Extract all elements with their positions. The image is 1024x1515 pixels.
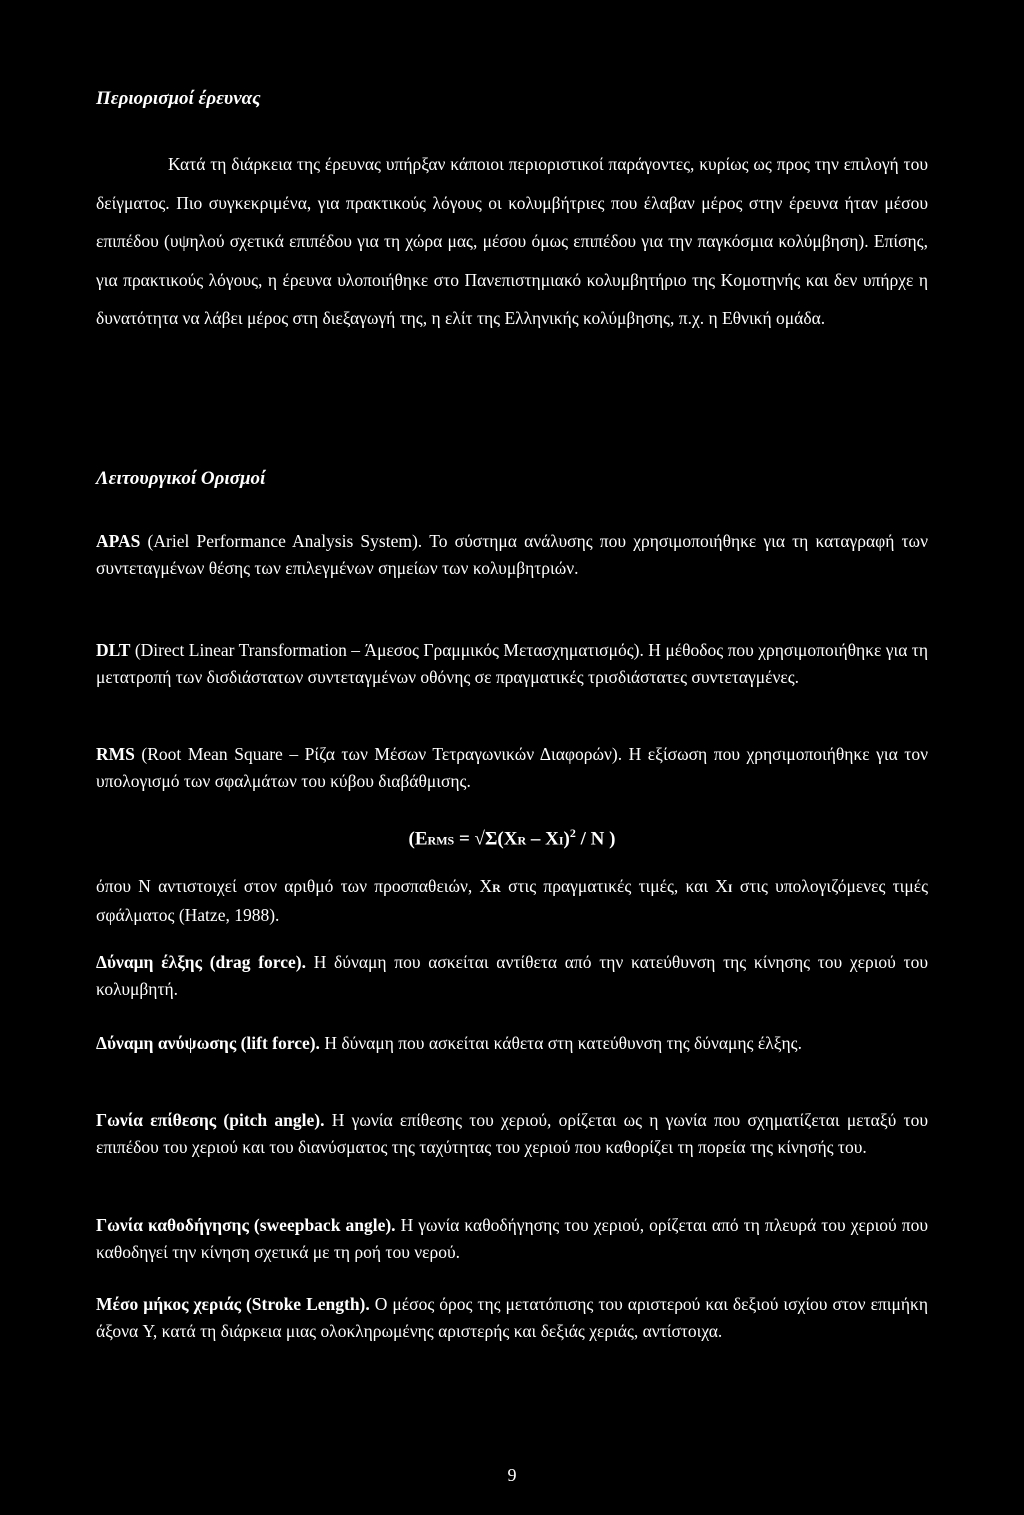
formula-part: = √Σ(X [454,828,518,850]
formula-subscript: I [558,833,564,848]
definition-term: DLT [96,640,131,660]
formula-note-text: όπου Ν αντιστοιχεί στον αριθμό των προσπαθειών, X [96,876,493,896]
definition-text: Η γωνία επίθεσης του χεριού, ορίζεται ως η γωνία που σχηματίζεται μεταξύ του επιπέδου του χεριού και του διανύσματος της ταχύτητας του χεριού που καθορίζει τη πορεία της κίνησής του. [96,1110,928,1157]
definition-term: Δύναμη έλξης (drag force). [96,952,306,972]
definition-dlt [96,637,928,691]
limitations-paragraph: Κατά τη διάρκεια της έρευνας υπήρξαν κάποιοι περιοριστικοί παράγοντες, κυρίως ως προς την επιλογή του δείγματος. Πιο συγκεκριμένα, για πρακτικούς λόγους οι κολυμβήτριες που έλαβαν μέρος στην έρευνα ήταν μέσου επιπέδου (υψηλού σχετικά επιπέδου για τη χώρα μας, μέσου όμως επιπέδου για την παγκόσμια κολύμβηση). Επίσης, για πρακτικούς λόγους, η έρευνα υλοποιήθηκε στο Πανεπιστημιακό κολυμβητήριο της Κομοτηνής και δεν υπήρχε η δυνατότητα να λάβει μέρος στη διεξαγωγή της, η ελίτ της Ελληνικής κολύμβησης, π.χ. η Εθνική ομάδα. [96,154,928,329]
definition-text: (Root Mean Square – Ρίζα των Μέσων Τετραγωνικών Διαφορών). Η εξίσωση που χρησιμοποιήθηκε για τον υπολογισμό των σφαλμάτων του κύβου διαβάθμισης. [96,744,928,791]
formula-note-subscript: I [727,881,733,895]
definition-apas [96,528,928,582]
definition-term: Μέσο μήκος χεριάς (Stroke Length). [96,1294,370,1314]
definition-text: (Direct Linear Transformation – Άμεσος Γραμμικός Μετασχηματισμός). Η μέθοδος που χρησιμοποιήθηκε για τη μετατροπή των δισδιάστατων συντεταγμένων οθόνης σε πραγματικές τρισδιάστατες συντεταγμένες. [96,640,928,687]
rms-formula [96,826,928,850]
definition-rms [96,741,928,795]
formula-subscript: RMS [427,833,455,848]
definition-term: Γωνία επίθεσης (pitch angle). [96,1110,325,1130]
formula-part: (E [408,828,428,850]
formula-superscript: 2 [569,826,576,840]
definition-drag-force [96,949,928,1003]
formula-part: – X [526,828,559,850]
definition-text: (Ariel Performance Analysis System). Το σύστημα ανάλυσης που χρησιμοποιήθηκε για τη καταγραφή των συντεταγμένων θέσης των επιλεγμένων σημείων των κολυμβητριών. [96,531,928,578]
formula-note-text: στις υπολογιζόμενες τιμές σφάλματος (Hatze, 1988). [96,876,928,925]
formula-note-text: στις πραγματικές τιμές, και X [500,876,728,896]
section-heading-limitations: Περιορισμοί έρευνας [96,88,261,109]
definition-text: Η δύναμη που ασκείται αντίθετα από την κατεύθυνση της κίνησης του χεριού του κολυμβητή. [96,952,928,999]
definition-pitch-angle [96,1107,928,1161]
definition-sweepback-angle [96,1212,928,1266]
section-heading-definitions: Λειτουργικοί Ορισμοί [96,468,266,489]
formula-subscript: R [517,833,527,848]
page-number: 9 [507,1465,517,1485]
formula-explanation [96,873,928,929]
definition-term: Δύναμη ανύψωσης (lift force). [96,1033,320,1053]
definition-text: Ο μέσος όρος της μετατόπισης του αριστερού και δεξιού ισχίου στον επιμήκη άξονα Y, κατά τη διάρκεια μιας ολοκληρωμένης αριστερής και δεξιάς χεριάς, αντίστοιχα. [96,1294,928,1341]
definition-text: Η δύναμη που ασκείται κάθετα στη κατεύθυνση της δύναμης έλξης. [319,1033,802,1053]
definition-lift-force [96,1030,928,1057]
formula-part: / N ) [575,828,616,850]
definition-text: Η γωνία καθοδήγησης του χεριού, ορίζεται από τη πλευρά του χεριού που καθοδηγεί την κίνηση σχετικά με τη ροή του νερού. [96,1215,928,1262]
formula-note-subscript: R [492,881,501,895]
definition-term: APAS [96,531,141,551]
definition-term: RMS [96,744,135,764]
definition-stroke-length [96,1291,928,1345]
formula-part: ) [563,828,570,850]
definition-term: Γωνία καθοδήγησης (sweepback angle). [96,1215,396,1235]
